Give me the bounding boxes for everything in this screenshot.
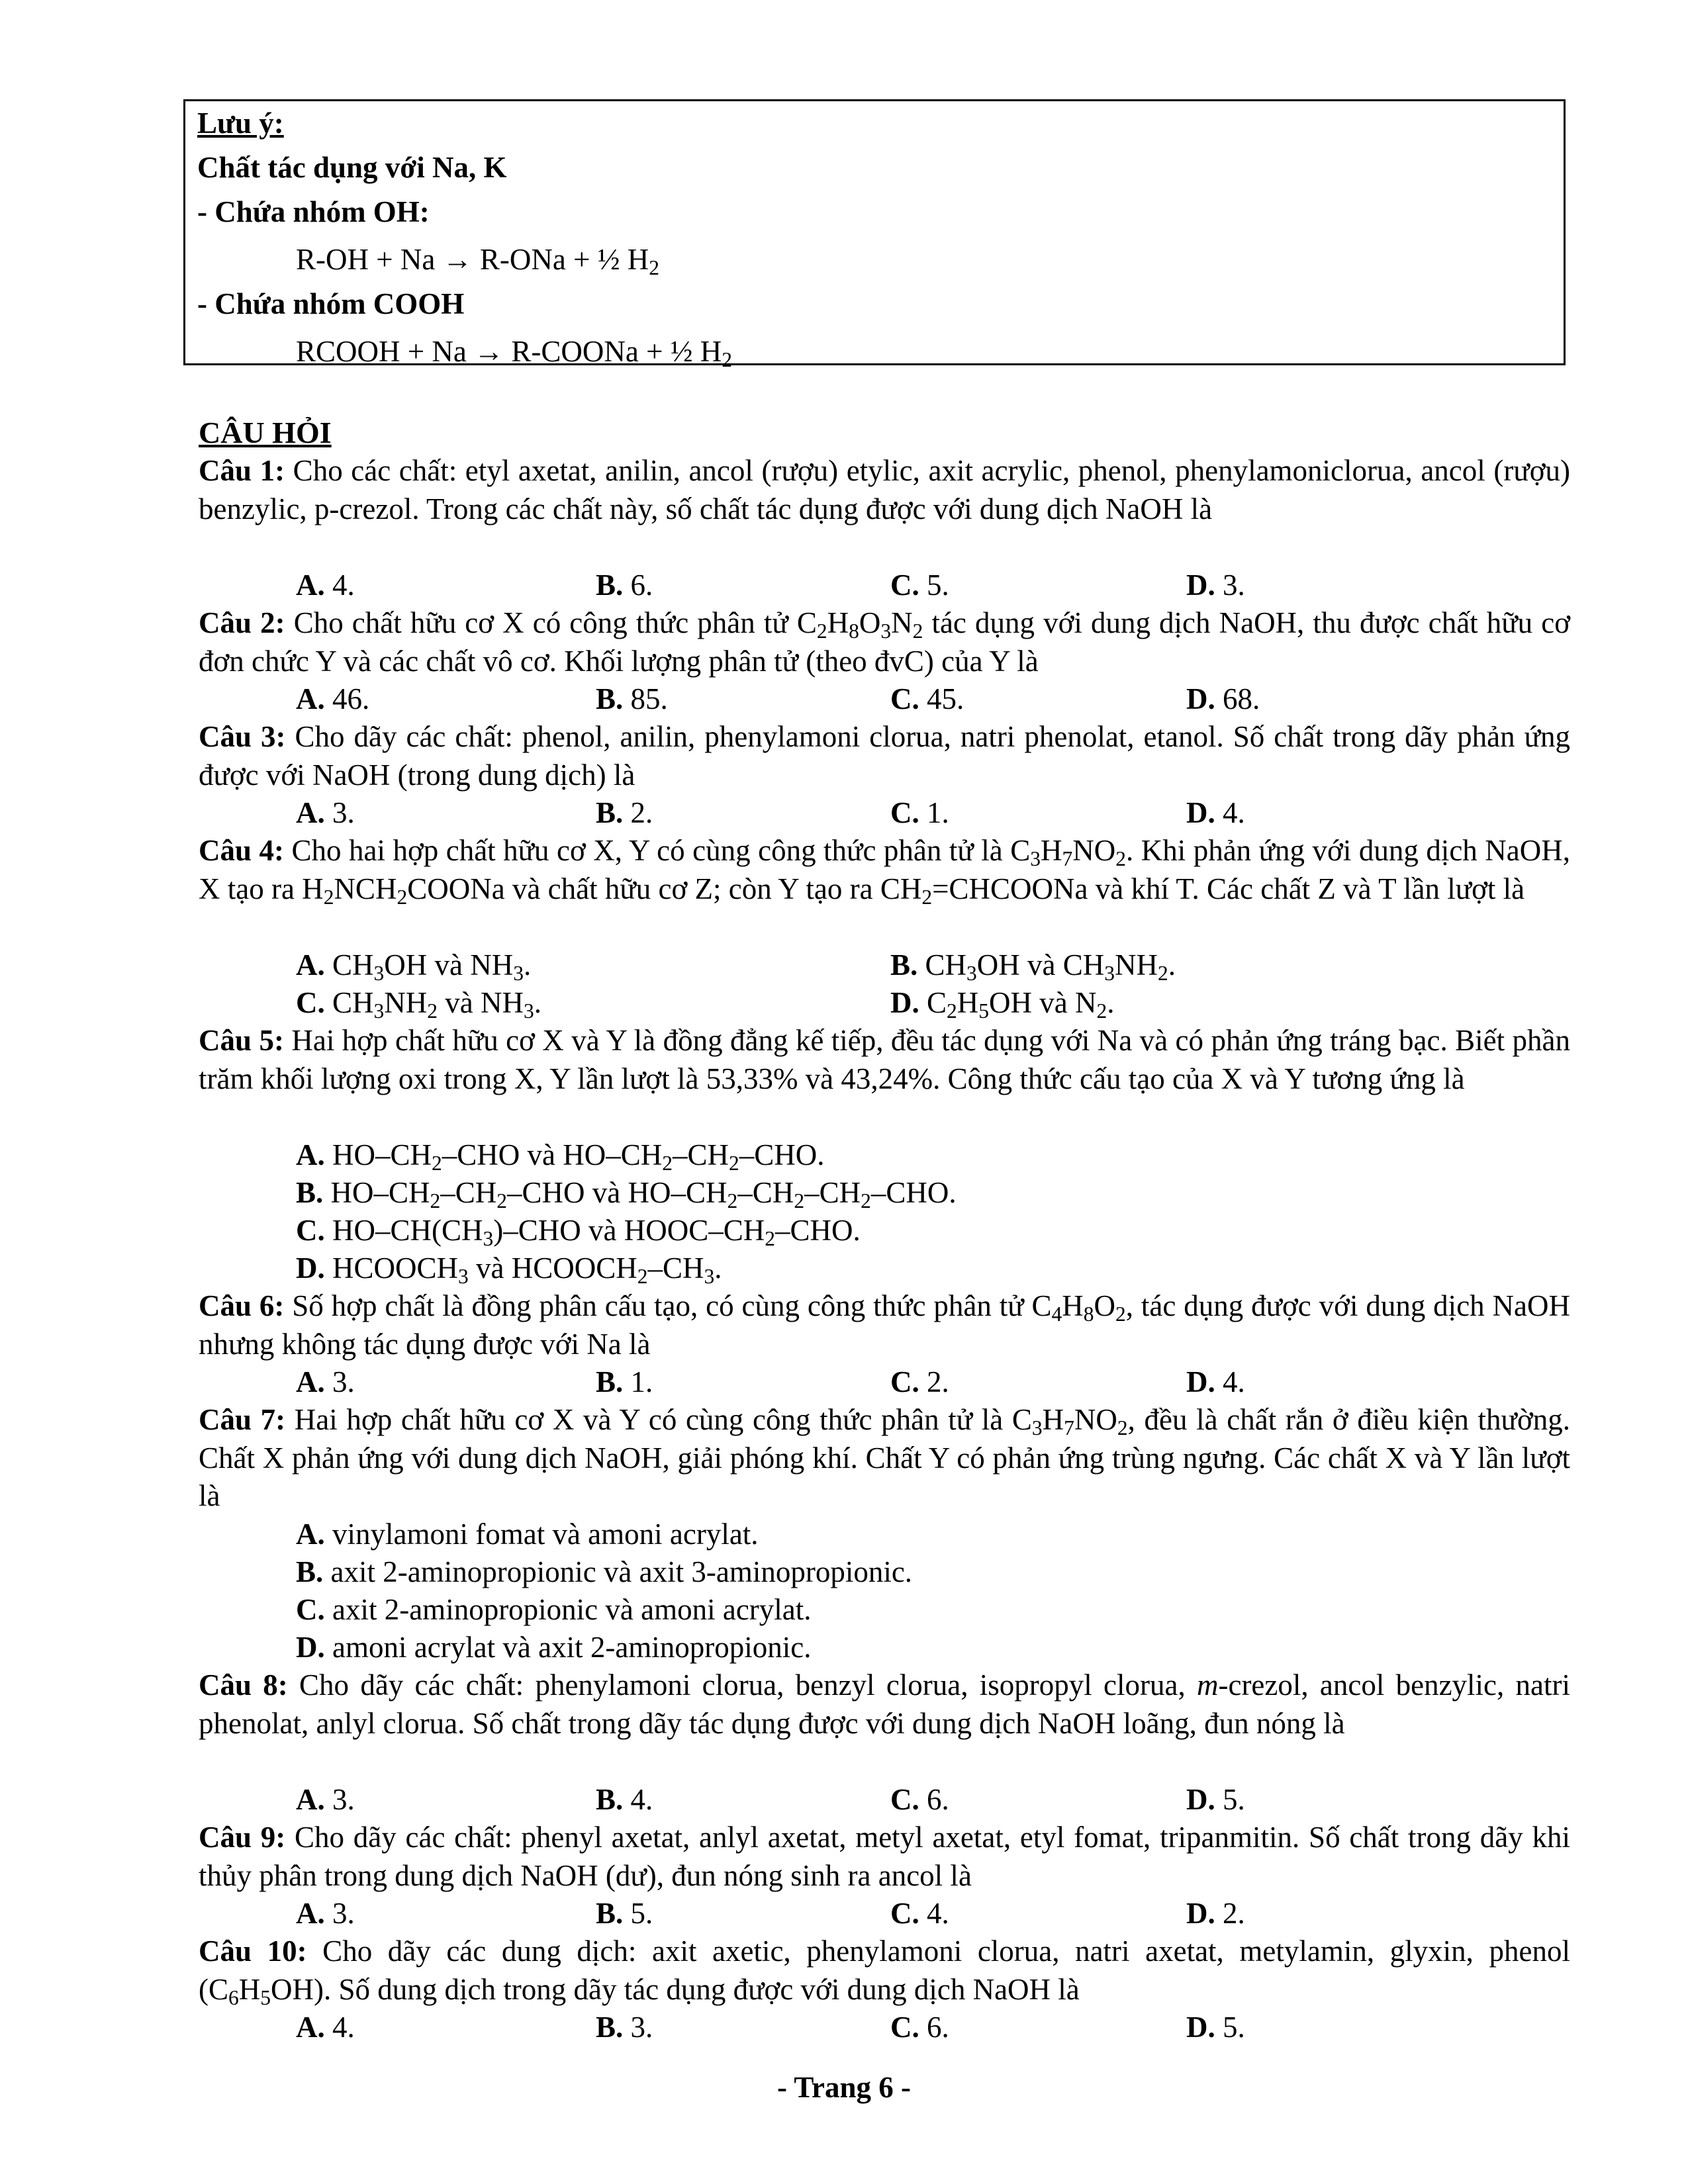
- question-5: Câu 5: Hai hợp chất hữu cơ X và Y là đồng đẳng kế tiếp, đều tác dụng với Na và có phản ứng tráng bạc. Biết phần trăm khối lượng oxi trong X, Y lần lượt là 53,33% và 43,24%. Công thức cấu tạo của X và Y tương ứng là: [199, 1024, 1571, 1095]
- note-line-oh: - Chứa nhóm OH:: [197, 195, 430, 228]
- question-6: Câu 6: Số hợp chất là đồng phân cấu tạo, có cùng công thức phân tử $C_4H_8O_2$, tác dụng được với dung dịch NaOH nhưng không tác dụng được với Na là: [199, 1289, 1571, 1361]
- q1-option-b: B. 6.: [596, 569, 653, 602]
- section-heading: CÂU HỎI: [199, 416, 332, 449]
- q1-option-a: A. 4.: [296, 569, 355, 602]
- q5-option-d: D. $HCOOCH_3$ và $HCOOCH_2-CH_3$.: [296, 1251, 722, 1288]
- question-1: Câu 1: Cho các chất: etyl axetat, anilin, ancol (rượu) etylic, axit acrylic, phenol, phenylamoniclorua, ancol (rượu) benzylic, p-crezol. Trong các chất này, số chất tác dụng được với dung dịch NaOH là: [199, 454, 1570, 525]
- q10-option-b: B. 3.: [596, 2011, 653, 2044]
- q9-option-c: C. 4.: [890, 1897, 949, 1930]
- q9-option-d: D. 2.: [1186, 1897, 1245, 1930]
- q6-option-a: A. 3.: [296, 1365, 355, 1398]
- q4-option-a: A. $CH_3OH$ và $NH_3$.: [296, 948, 532, 985]
- q7-option-c: C. axit 2-aminopropionic và amoni acrylat.: [296, 1593, 812, 1626]
- q5-option-a: A. $HO-CH_2$–CHO và $HO-CH_2-CH_2$–CHO.: [296, 1138, 825, 1175]
- q8-option-a: A. 3.: [296, 1783, 355, 1816]
- q10-option-a: A. 4.: [296, 2011, 355, 2044]
- q10-option-d: D. 5.: [1186, 2011, 1245, 2044]
- question-3: Câu 3: Cho dãy các chất: phenol, anilin, phenylamoni clorua, natri phenolat, etanol. Số chất trong dãy phản ứng được với NaOH (trong dung dịch) là: [199, 720, 1570, 792]
- question-9: Câu 9: Cho dãy các chất: phenyl axetat, anlyl axetat, metyl axetat, etyl fomat, tripanmitin. Số chất trong dãy khi thủy phân trong dung dịch NaOH (dư), đun nóng sinh ra ancol là: [199, 1821, 1570, 1892]
- note-box: [183, 99, 1566, 365]
- question-10: Câu 10: Cho dãy các dung dịch: axit axetic, phenylamoni clorua, natri axetat, metylamin, glyxin, phenol $(C_6H_5OH)$. Số dung dịch trong dãy tác dụng được với dung dịch NaOH là: [199, 1934, 1570, 2009]
- q3-option-d: D. 4.: [1186, 796, 1245, 829]
- q4-option-d: D. $C_2H_5OH$ và $N_2$.: [890, 986, 1115, 1023]
- q1-option-d: D. 3.: [1186, 569, 1245, 602]
- note-title: Lưu ý:: [197, 107, 284, 140]
- q4-option-b: B. $CH_3OH$ và $CH_3NH_2$.: [890, 948, 1176, 985]
- q6-option-d: D. 4.: [1186, 1365, 1245, 1398]
- note-line-cooh: - Chứa nhóm COOH: [197, 287, 465, 320]
- q10-option-c: C. 6.: [890, 2011, 949, 2044]
- q3-option-b: B. 2.: [596, 796, 653, 829]
- q9-option-b: B. 5.: [596, 1897, 653, 1930]
- q6-option-b: B. 1.: [596, 1365, 653, 1398]
- q8-option-c: C. 6.: [890, 1783, 949, 1816]
- question-8: Câu 8: Cho dãy các chất: phenylamoni clorua, benzyl clorua, isopropyl clorua, m-crezol, ancol benzylic, natri phenolat, anlyl clorua. Số chất trong dãy tác dụng được với dung dịch NaOH loãng, đun nóng là: [199, 1668, 1570, 1740]
- question-4: Câu 4: Cho hai hợp chất hữu cơ X, Y có cùng công thức phân tử là $C_3H_7NO_2$. Khi phản ứng với dung dịch NaOH, X tạo ra $H_2NCH_2COONa$ và chất hữu cơ Z; còn Y tạo ra $CH_2=CHCOONa$ và khí T. Các chất Z và T lần lượt là: [199, 834, 1570, 909]
- q2-option-b: B. 85.: [596, 682, 668, 715]
- q3-option-a: A. 3.: [296, 796, 355, 829]
- q3-option-c: C. 1.: [890, 796, 949, 829]
- note-equation-cooh: RCOOH + Na → R-COONa + ½ $H_2$: [296, 335, 732, 371]
- q5-option-b: B. $HO-CH_2-CH_2$–CHO và $HO-CH_2-CH_2-CH_2$–CHO.: [296, 1176, 957, 1212]
- note-line-na-k: Chất tác dụng với Na, K: [197, 151, 507, 184]
- q6-option-c: C. 2.: [890, 1365, 949, 1398]
- q4-option-c: C. $CH_3NH_2$ và $NH_3$.: [296, 986, 541, 1023]
- q7-option-b: B. axit 2-aminopropionic và axit 3-aminopropionic.: [296, 1555, 913, 1588]
- q5-option-c: C. $HO-CH(CH_3)$–CHO và HOOC–$CH_2$–CHO.: [296, 1214, 861, 1250]
- q7-option-a: A. vinylamoni fomat và amoni acrylat.: [296, 1518, 759, 1551]
- q7-option-d: D. amoni acrylat và axit 2-aminopropionic.: [296, 1631, 812, 1664]
- q2-option-a: A. 46.: [296, 682, 370, 715]
- page-number: - Trang 6 -: [776, 2071, 912, 2104]
- q1-option-c: C. 5.: [890, 569, 949, 602]
- q2-option-c: C. 45.: [890, 682, 964, 715]
- q8-option-d: D. 5.: [1186, 1783, 1245, 1816]
- question-2: Câu 2: Cho chất hữu cơ X có công thức phân tử $C_2H_8O_3N_2$ tác dụng với dung dịch NaOH, thu được chất hữu cơ đơn chức Y và các chất vô cơ. Khối lượng phân tử (theo đvC) của Y là: [199, 606, 1571, 678]
- q8-option-b: B. 4.: [596, 1783, 653, 1816]
- question-7: Câu 7: Hai hợp chất hữu cơ X và Y có cùng công thức phân tử là $C_3H_7NO_2$, đều là chất rắn ở điều kiện thường. Chất X phản ứng với dung dịch NaOH, giải phóng khí. Chất Y có phản ứng trùng ngưng. Các chất X và Y lần lượt là: [199, 1403, 1570, 1512]
- q9-option-a: A. 3.: [296, 1897, 355, 1930]
- note-equation-oh: R-OH + Na → R-ONa + ½ $H_2$: [296, 243, 659, 279]
- q2-option-d: D. 68.: [1186, 682, 1260, 715]
